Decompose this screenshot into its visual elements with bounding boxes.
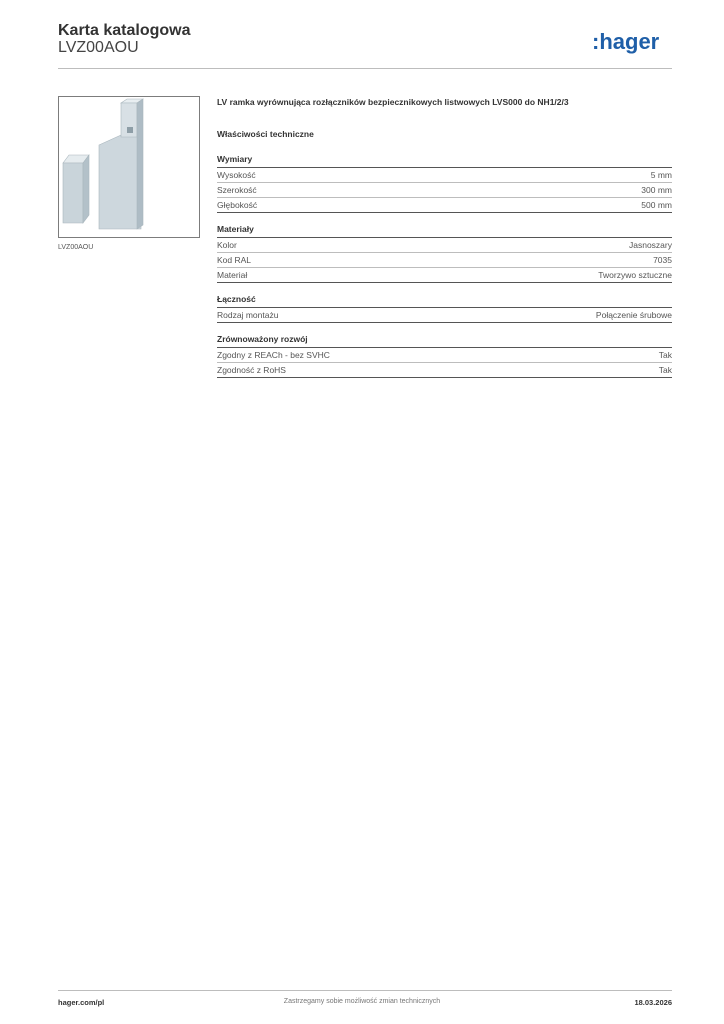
spec-row <box>217 268 672 283</box>
spec-row <box>217 183 672 198</box>
spec-value: Tak <box>658 350 672 360</box>
spec-value: Tworzywo sztuczne <box>598 270 672 280</box>
spec-value: 500 mm <box>641 200 672 210</box>
product-title: LV ramka wyrównująca rozłączników bezpiecznikowych listwowych LVS000 do NH1/2/3 <box>217 97 569 107</box>
spec-label: Wysokość <box>217 170 256 180</box>
spec-label: Materiał <box>217 270 248 280</box>
spec-value: 5 mm <box>650 170 672 180</box>
group-sustainability <box>217 334 672 378</box>
spec-row <box>217 198 672 213</box>
footer-date: 18.03.2026 <box>634 998 672 1007</box>
group-materials <box>217 224 672 283</box>
spec-label: Zgodność z RoHS <box>217 365 286 375</box>
spec-value: 300 mm <box>641 185 672 195</box>
spec-value: Jasnoszary <box>629 240 672 250</box>
spec-value: 7035 <box>653 255 672 265</box>
spec-row <box>217 238 672 253</box>
group-dimensions <box>217 154 672 213</box>
group-connectivity <box>217 294 672 323</box>
product-code: LVZ00AOU <box>58 39 139 56</box>
footer-disclaimer: Zastrzegamy sobie możliwość zmian technicznych <box>283 998 441 1005</box>
image-caption: LVZ00AOU <box>58 244 94 251</box>
spec-value: Połączenie śrubowe <box>595 310 672 320</box>
spec-label: Kod RAL <box>217 255 252 265</box>
product-illustration-icon <box>59 97 199 237</box>
spec-row <box>217 253 672 268</box>
logo-text: :hager <box>592 29 660 54</box>
spec-value: Tak <box>658 365 672 375</box>
group-title: Wymiary <box>217 154 672 168</box>
spec-label: Szerokość <box>217 185 257 195</box>
spec-label: Zgodny z REACh - bez SVHC <box>217 350 330 360</box>
hager-logo <box>592 28 674 56</box>
footer-website-link[interactable]: hager.com/pl <box>58 998 105 1007</box>
page-title: Karta katalogowa <box>58 22 191 39</box>
spec-row <box>217 348 672 363</box>
header-divider <box>58 68 672 69</box>
footer-divider <box>58 990 672 991</box>
group-title: Łączność <box>217 294 672 308</box>
product-details <box>217 97 672 378</box>
spec-label: Głębokość <box>217 200 258 210</box>
spec-label: Kolor <box>217 240 237 250</box>
group-title: Materiały <box>217 224 672 238</box>
spec-row <box>217 168 672 183</box>
spec-label: Rodzaj montażu <box>217 310 279 320</box>
section-title: Właściwości techniczne <box>217 129 314 139</box>
spec-row <box>217 363 672 378</box>
group-title: Zrównoważony rozwój <box>217 334 672 348</box>
spec-row <box>217 308 672 323</box>
product-image <box>58 96 200 238</box>
